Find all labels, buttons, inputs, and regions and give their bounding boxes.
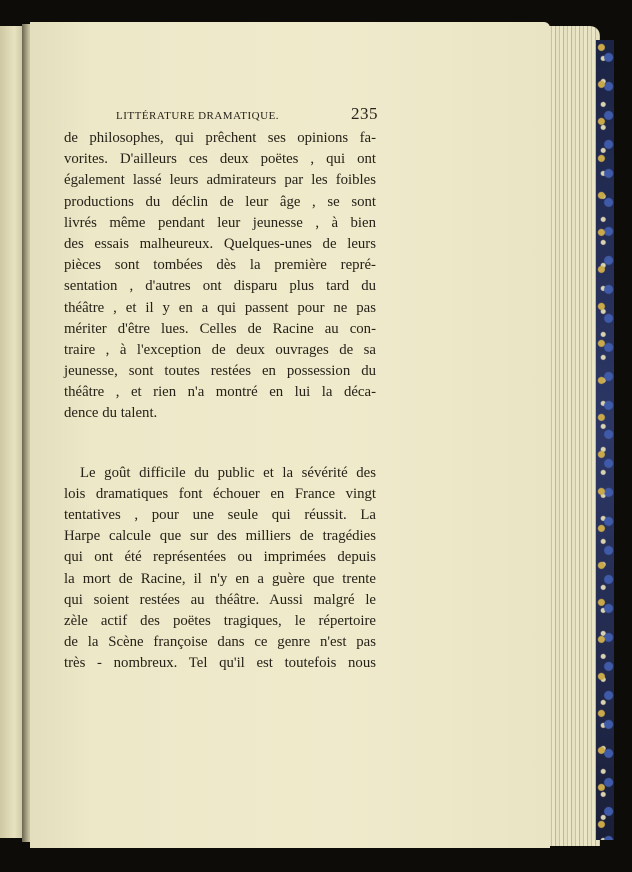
text-line: qui ont été représentées ou imprimées depuis xyxy=(64,549,376,566)
text-line: traire , à l'exception de deux ouvrages de sa xyxy=(64,341,376,358)
text-line: également lassé leurs admirateurs par les foibles xyxy=(64,172,376,189)
paragraph-1 xyxy=(64,128,376,425)
text-line: de philosophes, qui prêchent ses opinions fa- xyxy=(64,130,376,146)
text-line: lois dramatiques font échouer en France vingt xyxy=(64,485,376,502)
paragraph-2 xyxy=(64,463,376,675)
page-text-block xyxy=(64,104,376,675)
text-line: zèle actif des poëtes tragiques, le répertoire xyxy=(64,612,376,629)
text-line: Le goût difficile du public et la sévérité des xyxy=(80,464,376,481)
left-page-edge xyxy=(0,26,24,838)
running-title: LITTÉRATURE DRAMATIQUE. xyxy=(116,110,280,122)
text-line: tentatives , pour une seule qui réussit. La xyxy=(64,507,376,523)
text-line: qui soient restées au théâtre. Aussi malgré le xyxy=(64,591,376,608)
paragraph-gap xyxy=(64,425,376,463)
marbled-cover-edge xyxy=(596,40,614,840)
text-line: livrés même pendant leur jeunesse , à bien xyxy=(64,214,376,231)
text-line: la mort de Racine, il n'y en a guère que trente xyxy=(64,570,376,587)
text-line: de la Scène françoise dans ce genre n'est pas xyxy=(64,634,376,651)
running-header xyxy=(64,104,376,128)
text-line: théâtre , et il y en a qui passent pour ne pas xyxy=(64,299,376,316)
text-line: mériter d'être lues. Celles de Racine au con- xyxy=(64,320,376,337)
text-line: pièces sont tombées dès la première repré- xyxy=(64,257,376,274)
text-line: sentation , d'autres ont disparu plus tard du xyxy=(64,278,376,295)
text-line: dence du talent. xyxy=(64,405,158,422)
text-line: jeunesse, sont toutes restées en possession du xyxy=(64,363,376,380)
text-line: très - nombreux. Tel qu'il est toutefois nous xyxy=(64,655,376,672)
text-line: théâtre , et rien n'a montré en lui la déca- xyxy=(64,384,376,401)
text-line: productions du déclin de leur âge , se sont xyxy=(64,193,376,210)
text-line: Harpe calcule que sur des milliers de tragédies xyxy=(64,528,376,545)
page-number: 235 xyxy=(351,104,378,123)
text-line: des essais malheureux. Quelques-unes de leurs xyxy=(64,235,376,252)
text-line: vorites. D'ailleurs ces deux poëtes , qui ont xyxy=(64,151,376,168)
